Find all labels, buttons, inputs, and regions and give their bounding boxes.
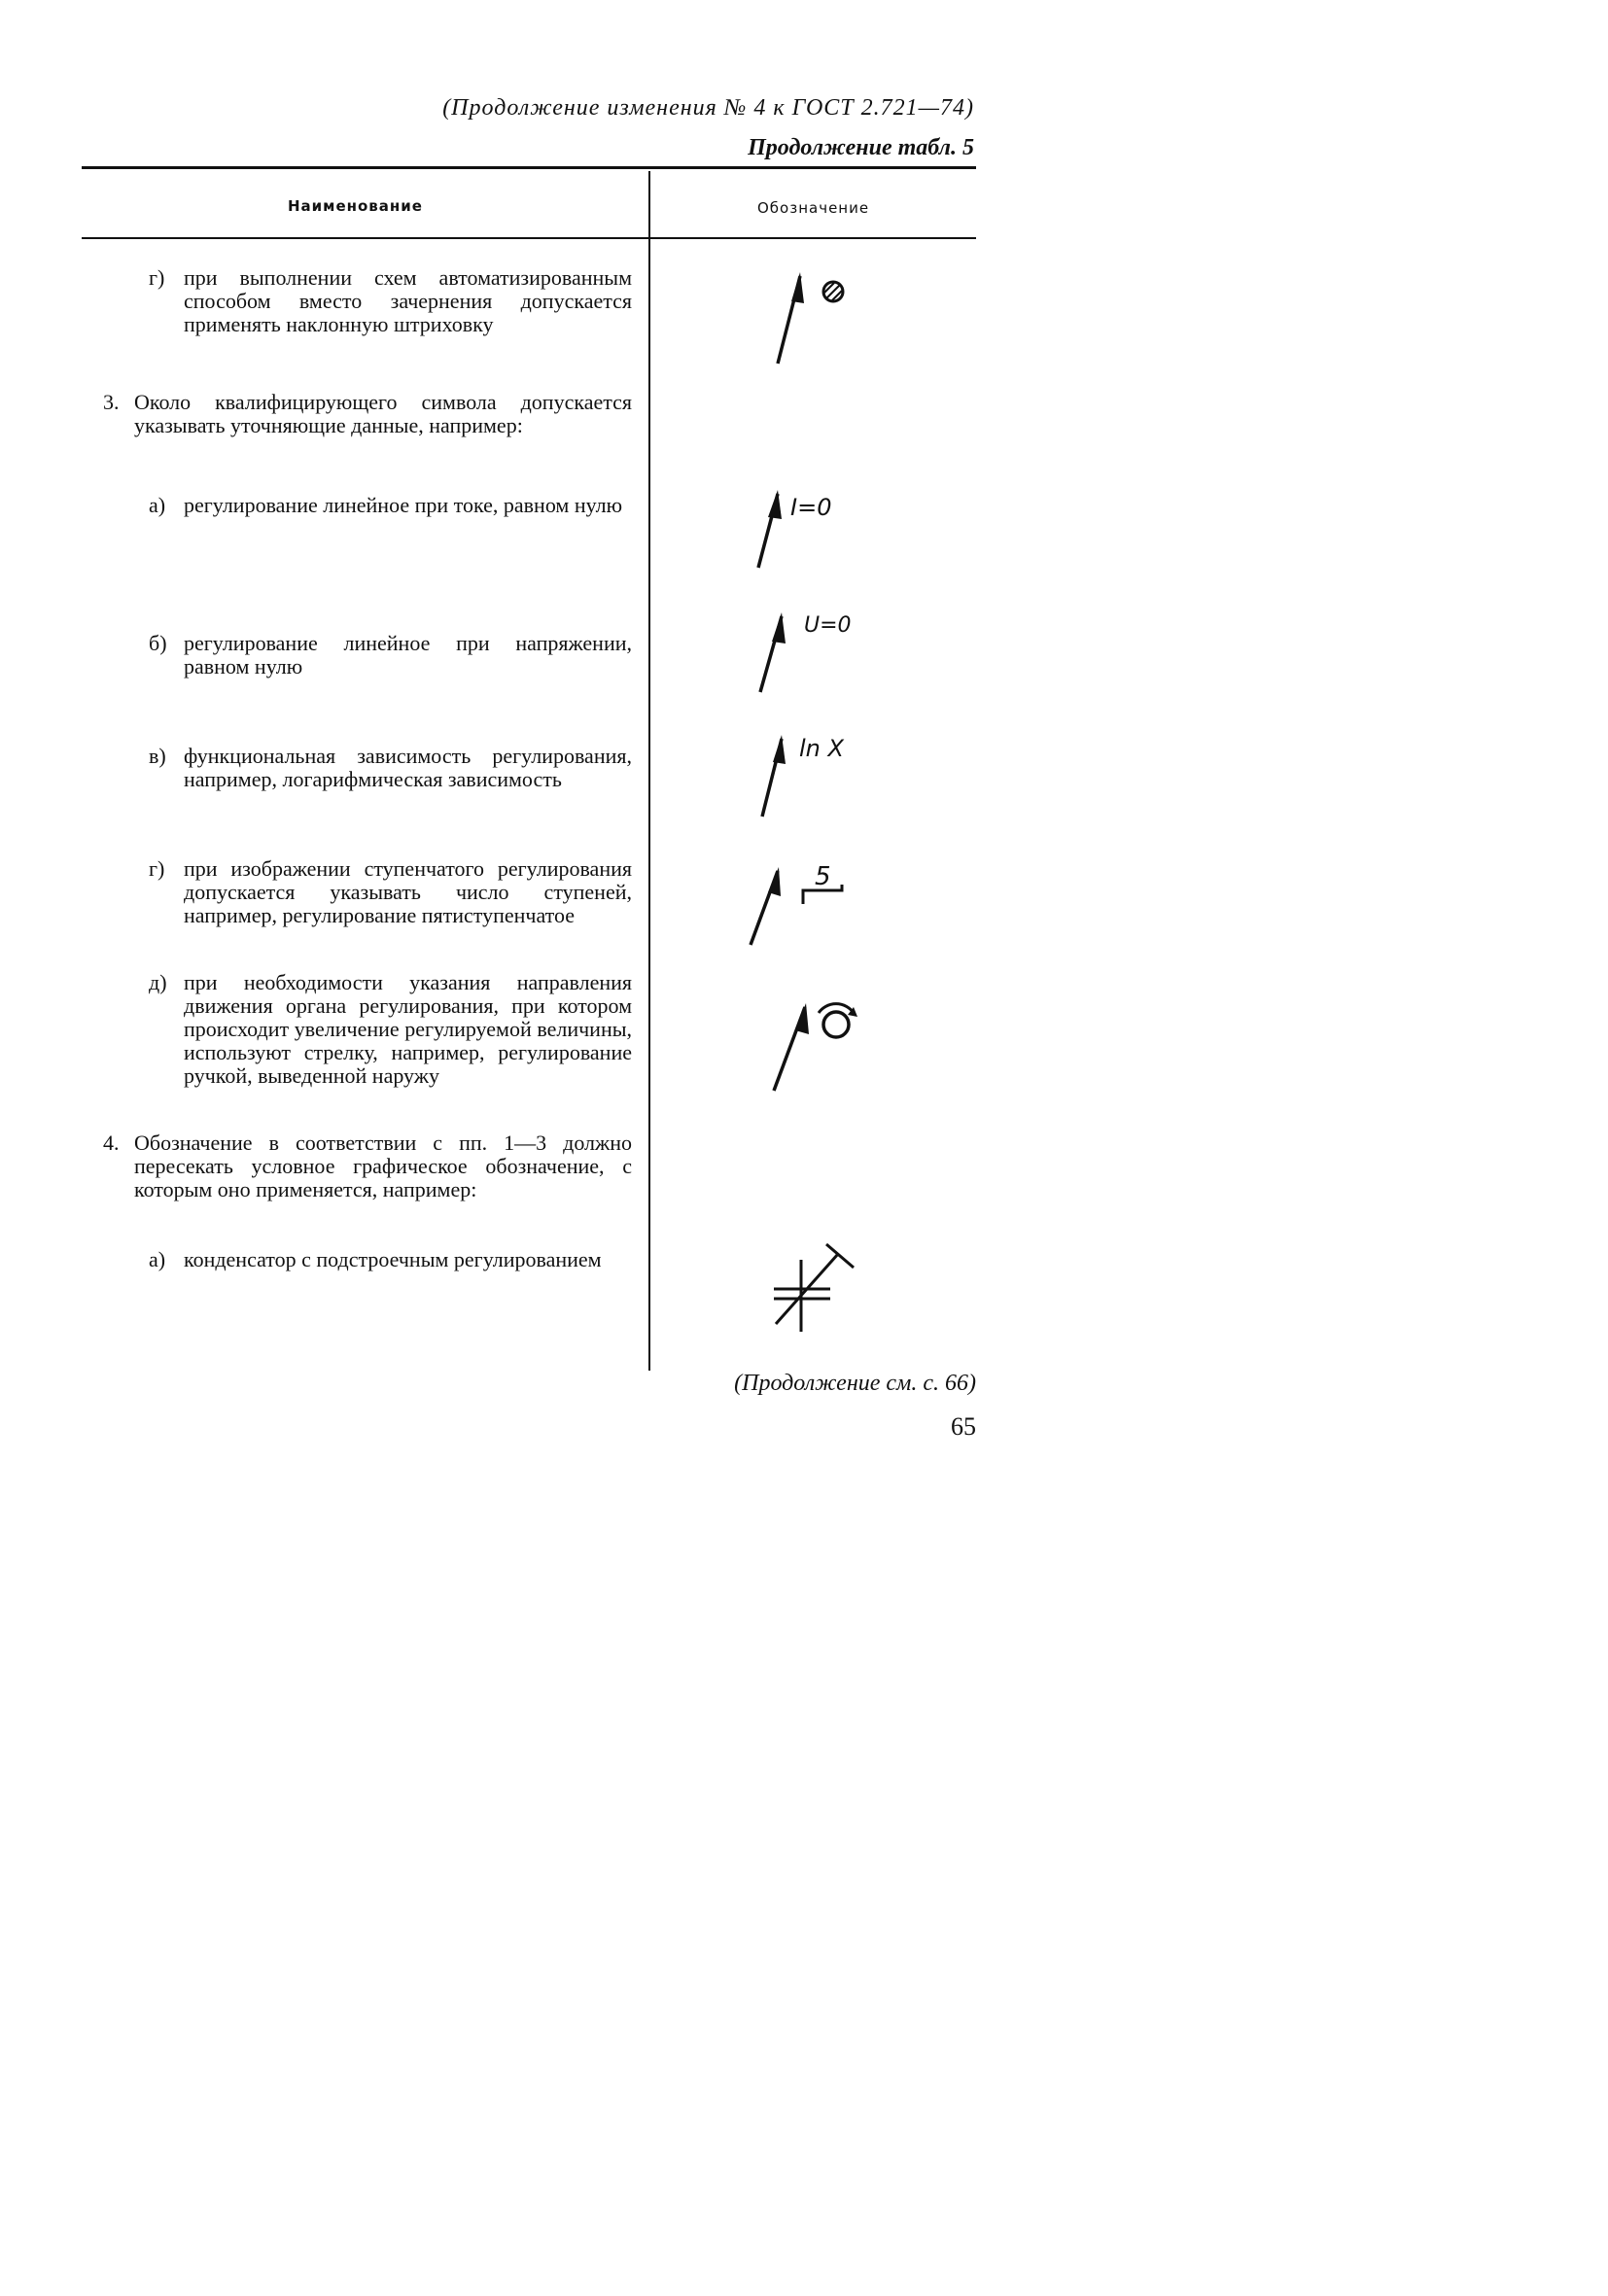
item-marker: д) [149,970,167,994]
table-header-rule [82,237,976,239]
item-marker: б) [149,631,167,655]
continuation-header: (Продолжение изменения № 4 к ГОСТ 2.721—74) [442,95,974,121]
list-item [149,1248,632,1306]
item-text: конденсатор с подстроечным регулированием [184,1247,602,1271]
table-caption: Продолжение табл. 5 [748,135,974,160]
list-item [149,266,632,344]
adjustable-arrow-voltage-zero-icon [752,607,869,696]
item-text: регулирование линейное при токе, равном нулю [184,493,623,517]
adjustable-arrow-current-zero-icon [749,486,865,574]
adjustable-arrow-hatched-circle-icon [768,268,856,369]
list-item [103,391,632,469]
symbol-label: U=0 [804,613,852,638]
column-header-name: Наименование [288,197,423,215]
item-marker: г) [149,856,165,881]
symbol-label: 5 [815,862,831,891]
symbol-label: ln X [799,735,844,762]
list-item [149,745,632,822]
item-text: при изображении ступенчатого регулирования допускается указывать число ступеней, например, регулирование пятиступенчатое [184,856,632,927]
item-marker: 3. [103,390,120,414]
item-text: регулирование линейное при напряжении, равном нулю [184,631,632,678]
adjustable-arrow-knob-direction-icon [768,993,865,1095]
item-marker: а) [149,1247,166,1271]
item-text: при выполнении схем автоматизированным способом вместо зачернения допускается применять наклонную штриховку [184,265,632,336]
table-top-rule [82,166,976,169]
adjustable-arrow-five-step-icon [745,859,852,949]
item-text: Обозначение в соответствии с пп. 1—3 должно пересекать условное графическое обозначение, с которым оно применяется, например: [134,1131,632,1201]
item-marker: а) [149,493,166,517]
list-item [149,632,632,690]
item-text: Около квалифицирующего символа допускается указывать уточняющие данные, например: [134,390,632,437]
page-number: 65 [951,1412,976,1441]
item-text: при необходимости указания направления движения органа регулирования, при котором происходит увеличение регулируемой величины, используют стрелку, например, регулирование ручкой, выведенной наружу [184,970,632,1088]
list-item [149,971,632,1117]
column-divider [648,171,650,1371]
list-item [103,1131,632,1229]
item-marker: г) [149,265,165,290]
column-header-symbol: Обозначение [757,199,870,217]
item-text: функциональная зависимость регулирования, например, логарифмическая зависимость [184,744,632,791]
list-item [149,857,632,955]
adjustable-arrow-log-icon [756,731,863,820]
list-item [149,494,632,552]
item-marker: 4. [103,1131,120,1155]
item-marker: в) [149,744,166,768]
trimmer-capacitor-icon [768,1242,865,1339]
continuation-footer: (Продолжение см. с. 66) [734,1371,976,1396]
symbol-label: I=0 [790,494,832,521]
